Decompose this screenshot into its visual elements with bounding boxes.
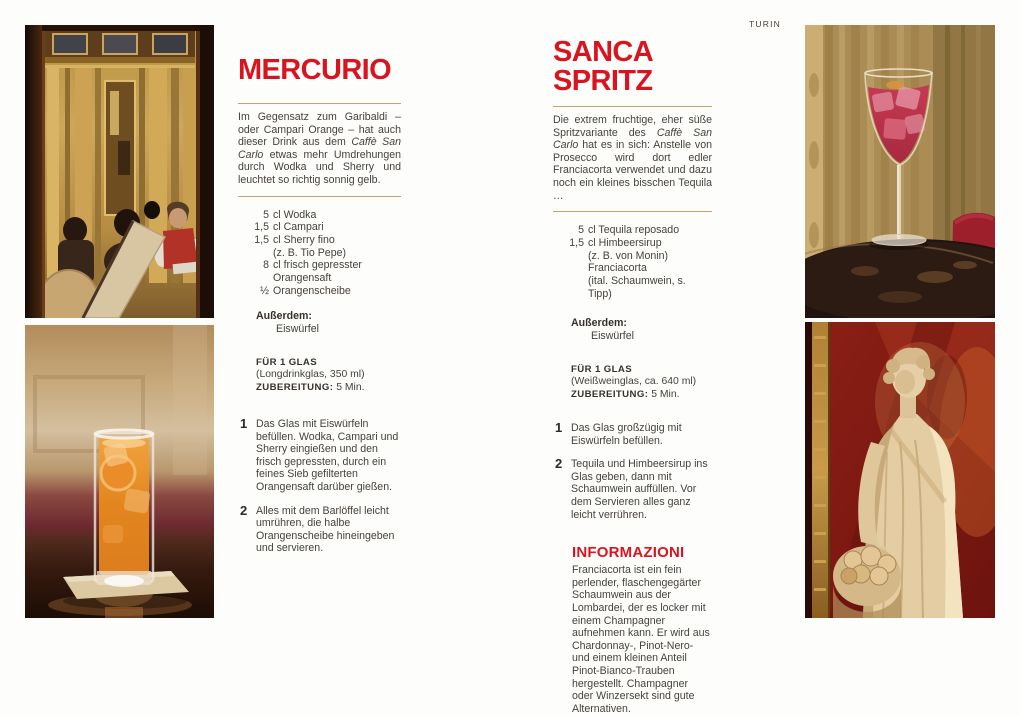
step-number: 1 <box>240 416 248 432</box>
ingredient-qty <box>553 250 584 263</box>
ingredient-text: Orangenscheibe <box>273 284 351 297</box>
extra-label: Außerdem: <box>256 310 312 323</box>
recipe-mercurio <box>238 50 401 555</box>
glass-detail: (Weißweinglas, ca. 640 ml) <box>571 376 697 388</box>
step-text: Das Glas großzügig mit Eiswürfeln befüllen. <box>571 422 682 447</box>
photo-marble-statue <box>805 322 995 618</box>
intro-text: Die extrem fruchtige, eher süße Spritzvariante des <box>553 114 712 139</box>
ingredient-text: cl Sherry fino <box>273 233 335 246</box>
cafe-interior-illustration <box>25 25 214 318</box>
step-text: Das Glas mit Eiswürfeln befüllen. Wodka, Campari und Sherry eingießen und den frisch gepressten, durch ein feines Sieb gefilterten Orangensaft darüber gießen. <box>256 418 399 494</box>
glass-count-label: FÜR 1 GLAS <box>256 356 318 368</box>
orange-longdrink-illustration <box>25 325 214 618</box>
recipe-title-sanca-spritz <box>553 38 712 96</box>
preparation-step <box>238 502 401 555</box>
ingredients-list <box>553 224 712 300</box>
ingredient-line <box>553 237 712 250</box>
ingredient-line <box>238 247 401 260</box>
extra-label: Außerdem: <box>571 317 627 330</box>
page-kicker: TURIN <box>749 19 781 29</box>
intro-text: etwas mehr Umdrehungen durch Wodka und Sherry und leuchtet so richtig sonnig gelb. <box>238 148 401 186</box>
ingredient-qty: 1,5 <box>569 236 584 249</box>
step-text: Alles mit dem Barlöffel leicht umrühren, die halbe Orangenscheibe hineingeben und servieren. <box>256 504 395 555</box>
photo-mercurio-cocktail <box>25 325 214 618</box>
divider-rule <box>238 103 401 104</box>
ingredient-line <box>553 262 712 275</box>
ingredient-qty: ½ <box>260 284 269 297</box>
info-heading: INFORMAZIONI <box>572 544 685 562</box>
divider-rule <box>553 106 712 107</box>
intro-text: hat es in sich: Anstelle von Prosecco wird dort edler Franciacorta verwendet und dazu noch ein kleines bisschen Tequila … <box>553 139 712 202</box>
ingredient-text: cl Wodka <box>273 208 317 221</box>
prep-value: 5 Min. <box>651 388 680 400</box>
divider-rule <box>238 196 401 197</box>
ingredient-text: cl frisch gepresster <box>273 259 362 272</box>
recipe-intro <box>238 111 401 187</box>
info-box <box>572 545 712 715</box>
ingredient-line <box>238 259 401 272</box>
marble-statue-illustration <box>805 322 995 618</box>
ingredient-text: (z. B. von Monin) <box>588 249 669 262</box>
preparation-step <box>553 422 712 447</box>
ingredient-line <box>238 234 401 247</box>
preparation-steps <box>238 418 401 555</box>
ingredient-text: (ital. Schaumwein, s. Tipp) <box>588 274 686 300</box>
ingredient-line <box>553 224 712 237</box>
ingredient-qty: 1,5 <box>254 233 269 246</box>
photo-cafe-san-carlo-interior <box>25 25 214 318</box>
serving-info <box>256 357 401 394</box>
ingredient-text: cl Tequila reposado <box>588 224 680 237</box>
ingredient-line <box>238 209 401 222</box>
prep-time <box>256 382 401 394</box>
ingredient-line <box>238 285 401 298</box>
ingredient-text: Orangensaft <box>273 272 332 285</box>
ingredient-qty <box>238 247 269 260</box>
glass-count-label: FÜR 1 GLAS <box>571 363 633 375</box>
ingredient-qty: 8 <box>263 259 269 272</box>
extra-item: Eiswürfel <box>276 323 319 336</box>
ingredient-qty <box>553 275 584 300</box>
divider-rule <box>553 211 712 212</box>
ingredient-text: (z. B. Tio Pepe) <box>273 246 347 259</box>
red-spritz-wineglass-illustration <box>805 25 995 318</box>
ingredient-line <box>238 272 401 285</box>
recipe-intro <box>553 114 712 202</box>
recipe-title-mercurio: MERCURIO <box>238 54 392 86</box>
serving-info <box>571 364 712 401</box>
prep-time <box>571 389 712 401</box>
recipe-sanca-spritz <box>553 36 712 715</box>
preparation-step <box>238 418 401 494</box>
step-number: 1 <box>555 420 563 435</box>
prep-value: 5 Min. <box>336 381 365 393</box>
preparation-step <box>553 458 712 521</box>
ingredient-line <box>553 250 712 263</box>
ingredient-qty: 5 <box>263 208 269 221</box>
prep-label: ZUBEREITUNG: <box>256 381 334 393</box>
glass-detail: (Longdrinkglas, 350 ml) <box>256 369 365 381</box>
intro-italic-name: Caffè San Carlo <box>553 126 712 152</box>
ingredients-list <box>238 209 401 298</box>
ingredient-line <box>238 221 401 234</box>
step-text: Tequila und Himbeersirup ins Glas geben, dann mit Schaumwein auffüllen. Vor dem Servieren alles ganz leicht verrühren. <box>571 458 708 521</box>
step-number: 2 <box>555 456 563 472</box>
ingredient-text: cl Himbeersirup <box>588 236 662 249</box>
intro-text: Im Gegensatz zum Garibaldi – oder Campari Orange – hat auch dieser Drink aus dem <box>238 111 401 149</box>
intro-italic-name: Caffè San Carlo <box>238 136 401 161</box>
ingredient-line <box>553 275 712 300</box>
info-text: Franciacorta ist ein fein perlender, flaschengegärter Schaumwein aus der Lombardei, der es locker mit einem Champagner aufnehmen kann. Er wird aus Chardonnay-, Pinot-Nero- und einem kleinen Anteil Pinot-Bianco-Trauben hergestellt. Champagner oder Winzersekt sind gute Alternativen. <box>572 564 710 715</box>
preparation-steps <box>553 422 712 521</box>
extra-item: Eiswürfel <box>591 330 634 343</box>
title-line: SANCA <box>553 36 654 68</box>
ingredient-qty: 5 <box>578 224 584 237</box>
photo-sanca-spritz-cocktail <box>805 25 995 318</box>
ingredient-text: Franciacorta <box>588 262 647 275</box>
ingredient-qty <box>553 262 584 275</box>
prep-label: ZUBEREITUNG: <box>571 388 649 400</box>
step-number: 2 <box>240 502 248 518</box>
ingredient-qty <box>238 272 269 285</box>
ingredient-text: cl Campari <box>273 221 324 234</box>
title-line: SPRITZ <box>553 65 653 97</box>
ingredient-qty: 1,5 <box>254 221 269 234</box>
